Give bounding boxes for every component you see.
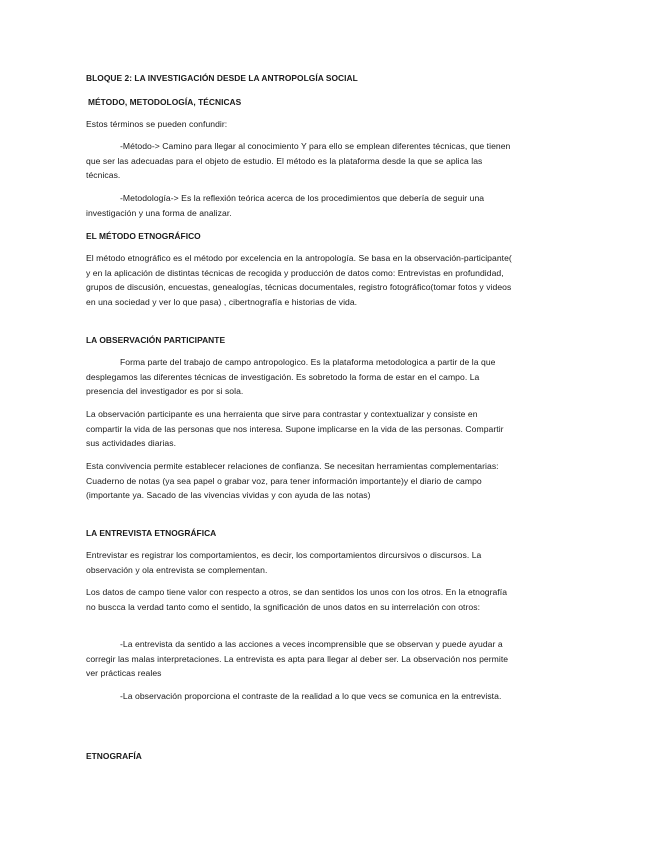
entrevista-paragraph-4: -La observación proporciona el contraste de la realidad a lo que vecs se comunica en la entrevista. — [120, 691, 502, 701]
observacion-paragraph-2: La observación participante es una herraienta que sirve para contrastar y contextualizar y consiste en compartir la vida de las personas que nos interesa. Supone implicarse en la vida de las personas. Compartir sus actividades diarias. — [86, 409, 504, 449]
entrevista-paragraph-3: -La entrevista da sentido a las acciones a veces incomprensible que se observan y puede ayudar a corregir las malas interpretaciones. La entrevista es apta para llegar al deber ser. La observación nos permite ver prácticas reales — [86, 639, 509, 679]
intro-paragraph: Estos términos se pueden confundir: — [86, 119, 228, 129]
metodo-paragraph: El método etnográfico es el método por excelencia en la antropología. Se basa en la observación-participante( y en la aplicación de distintas técnicas de recogida y producción de datos como: Entrevistas en profundidad, grupos de discusión, encuestas, genealogías, técnicas documentales, registro fotográfico(tomar fotos y videos en una sociedad y ver lo que pasa) , cibertnografía e historias de vida. — [86, 253, 512, 307]
observacion-paragraph-1: Forma parte del trabajo de campo antropologico. Es la plataforma metodologica a partir de la que desplegamos las diferentes técnicas de investigación. Es sobretodo la forma de estar en el campo. La presencia del investigador es por si sola. — [86, 357, 496, 397]
metodo-definition: -Método-> Camino para llegar al conocimiento Y para ello se emplean diferentes técnicas, que tienen que ser las adecuadas para el objeto de estudio. El método es la plataforma desde la que se aplica las técnicas. — [86, 141, 511, 181]
section-heading-observacion: LA OBSERVACIÓN PARTICIPANTE — [86, 335, 226, 345]
metodologia-definition: -Metodología-> Es la reflexión teórica acerca de los procedimientos que debería de seguir una investigación y una forma de analizar. — [86, 193, 485, 218]
entrevista-paragraph-1: Entrevistar es registrar los comportamientos, es decir, los comportamientos dircursivos o discursos. La observación y ola entrevista se complementan. — [86, 550, 482, 575]
section-heading-metodo: EL MÉTODO ETNOGRÁFICO — [86, 231, 201, 241]
section-heading-entrevista: LA ENTREVISTA ETNOGRÁFICA — [86, 528, 217, 538]
document-title: BLOQUE 2: LA INVESTIGACIÓN DESDE LA ANTROPOLGÍA SOCIAL — [86, 73, 358, 83]
section-heading-etnografia: ETNOGRAFÍA — [86, 751, 142, 761]
document-subtitle: MÉTODO, METODOLOGÍA, TÉCNICAS — [88, 97, 242, 107]
observacion-paragraph-3: Esta convivencia permite establecer relaciones de confianza. Se necesitan herramientas complementarias: Cuaderno de notas (ya sea papel o grabar voz, para tener información importante)y el diario de campo (importante ya. Sacado de las vivencias vividas y con ayuda de las notas) — [86, 461, 499, 501]
entrevista-paragraph-2: Los datos de campo tiene valor con respecto a otros, se dan sentidos los unos con los otros. En la etnografía no buscca la verdad tanto como el sentido, la sgnificación de unos datos en su interrelación con otros: — [86, 587, 508, 612]
